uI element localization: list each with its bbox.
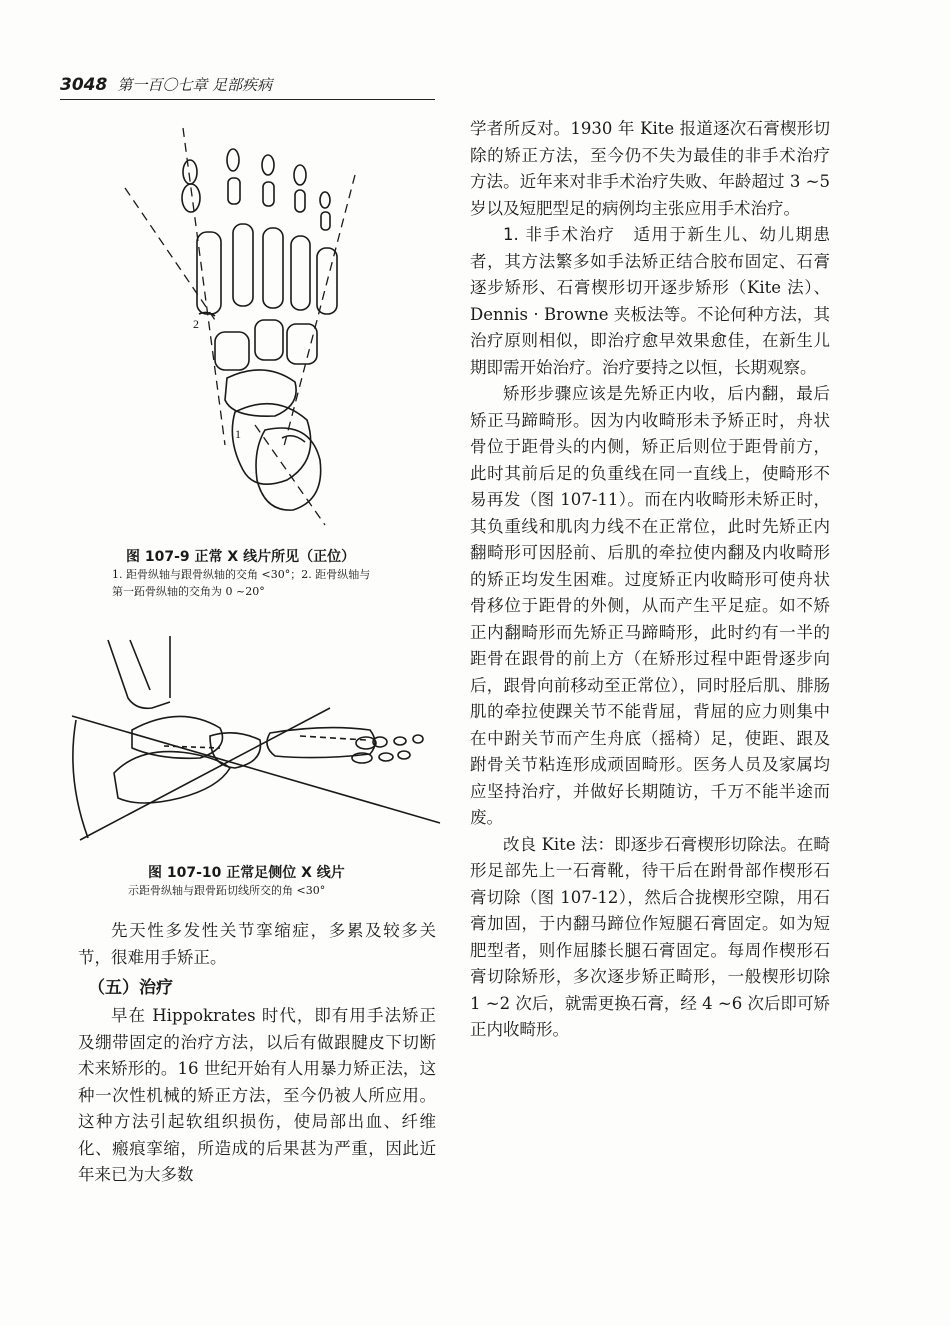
- running-header: [60, 74, 440, 98]
- right-paragraph-2-body: 适用于新生儿、幼儿期患者，其方法繁多如手法矫正结合胶布固定、石膏逐步矫形、石膏楔形切开逐步矫形（Kite 法）、Dennis · Browne 夹板法等。不论何种方法，其治疗原则相似，即治疗愈早效果愈佳，在新生儿期即需开始治疗。治疗要持之以恒，长期观察。: [470, 225, 830, 377]
- label-2: 2: [193, 317, 199, 331]
- label-1: 1: [235, 427, 241, 441]
- figure-107-10-title: 图 107-10 正常足侧位 X 线片: [148, 865, 345, 881]
- figure-107-9-drawing: [115, 120, 375, 540]
- right-paragraph-4: 改良 Kite 法：即逐步石膏楔形切除法。在畸形足部先上一石膏靴，待干后在跗骨部作楔形石膏切除（图 107-12），然后合拢楔形空隙，用石膏加固，于内翻马蹄位作短腿石膏固定。如为短肥型者，则作屈膝长腿石膏固定。每周作楔形石膏切除矫形，多次逐步矫正畸形，一般楔形切除 1 ~2 次后，就需更换石膏，经 4 ~6 次后即可矫正内收畸形。: [470, 834, 830, 1039]
- left-column: [78, 918, 436, 1189]
- figure-107-10-note: 示距骨纵轴与跟骨跖切线所交的角 <30°: [128, 884, 326, 897]
- figure-107-9-title: 图 107-9 正常 X 线片所见（正位）: [126, 549, 356, 565]
- figure-107-9-note: 1. 距骨纵轴与跟骨纵轴的交角 <30°；2. 距骨纵轴与第一跖骨纵轴的交角为 0 ~20°: [112, 568, 371, 598]
- subheading-nonsurgical: 1. 非手术治疗: [503, 225, 616, 244]
- right-column: [470, 116, 830, 1044]
- right-paragraph-2: [470, 222, 830, 381]
- left-paragraph-2: 早在 Hippokrates 时代，即有用手法矫正及绷带固定的治疗方法，以后有做跟腱皮下切断术来矫形的。16 世纪开始有人用暴力矫正法，这种一次性机械的矫正方法，至今仍被人所应用。这种方法引起软组织损伤，使局部出血、纤维化、瘢痕挛缩，所造成的后果甚为严重，因此近年来已为大多数: [78, 1006, 436, 1184]
- right-paragraph-3: 矫形步骤应该是先矫正内收，后内翻，最后矫正马蹄畸形。因为内收畸形未予矫正时，舟状骨位于距骨头的内侧，矫正后则位于距骨前方，此时其前后足的负重线在同一直线上，使畸形不易再发（图 107-11）。而在内收畸形未矫正时，其负重线和肌肉力线不在正常位，此时先矫正内翻畸形可因胫前、后肌的牵拉使内翻及内收畸形的矫正均发生困难。过度矫正内收畸形可使舟状骨移位于距骨的外侧，从而产生平足症。如不矫正内翻畸形而先矫正马蹄畸形，此时约有一半的距骨在跟骨的前上方（在矫形过程中距骨逐步向后，跟骨向前移动至正常位），同时胫后肌、腓肠肌的牵拉使踝关节不能背屈，背屈的应力则集中在中跗关节而产生舟底（摇椅）足，使距、跟及跗骨关节粘连形成顽固畸形。医务人员及家属均应坚持治疗，并做好长期随访，千万不能半途而废。: [470, 384, 830, 827]
- figure-107-10-drawing: [70, 628, 450, 860]
- chapter-title: 第一百〇七章 足部疾病: [117, 76, 273, 94]
- page-number: 3048: [60, 75, 108, 95]
- left-paragraph-1: 先天性多发性关节挛缩症，多累及较多关节，很难用手矫正。: [78, 921, 436, 967]
- section-heading: （五）治疗: [88, 978, 173, 998]
- right-paragraph-1: 学者所反对。1930 年 Kite 报道逐次石膏楔形切除的矫正方法，至今仍不失为最佳的非手术治疗方法。近年来对非手术治疗失败、年龄超过 3 ~5 岁以及短肥型足的病例均主张应用手术治疗。: [470, 119, 830, 218]
- header-rule: [60, 99, 435, 100]
